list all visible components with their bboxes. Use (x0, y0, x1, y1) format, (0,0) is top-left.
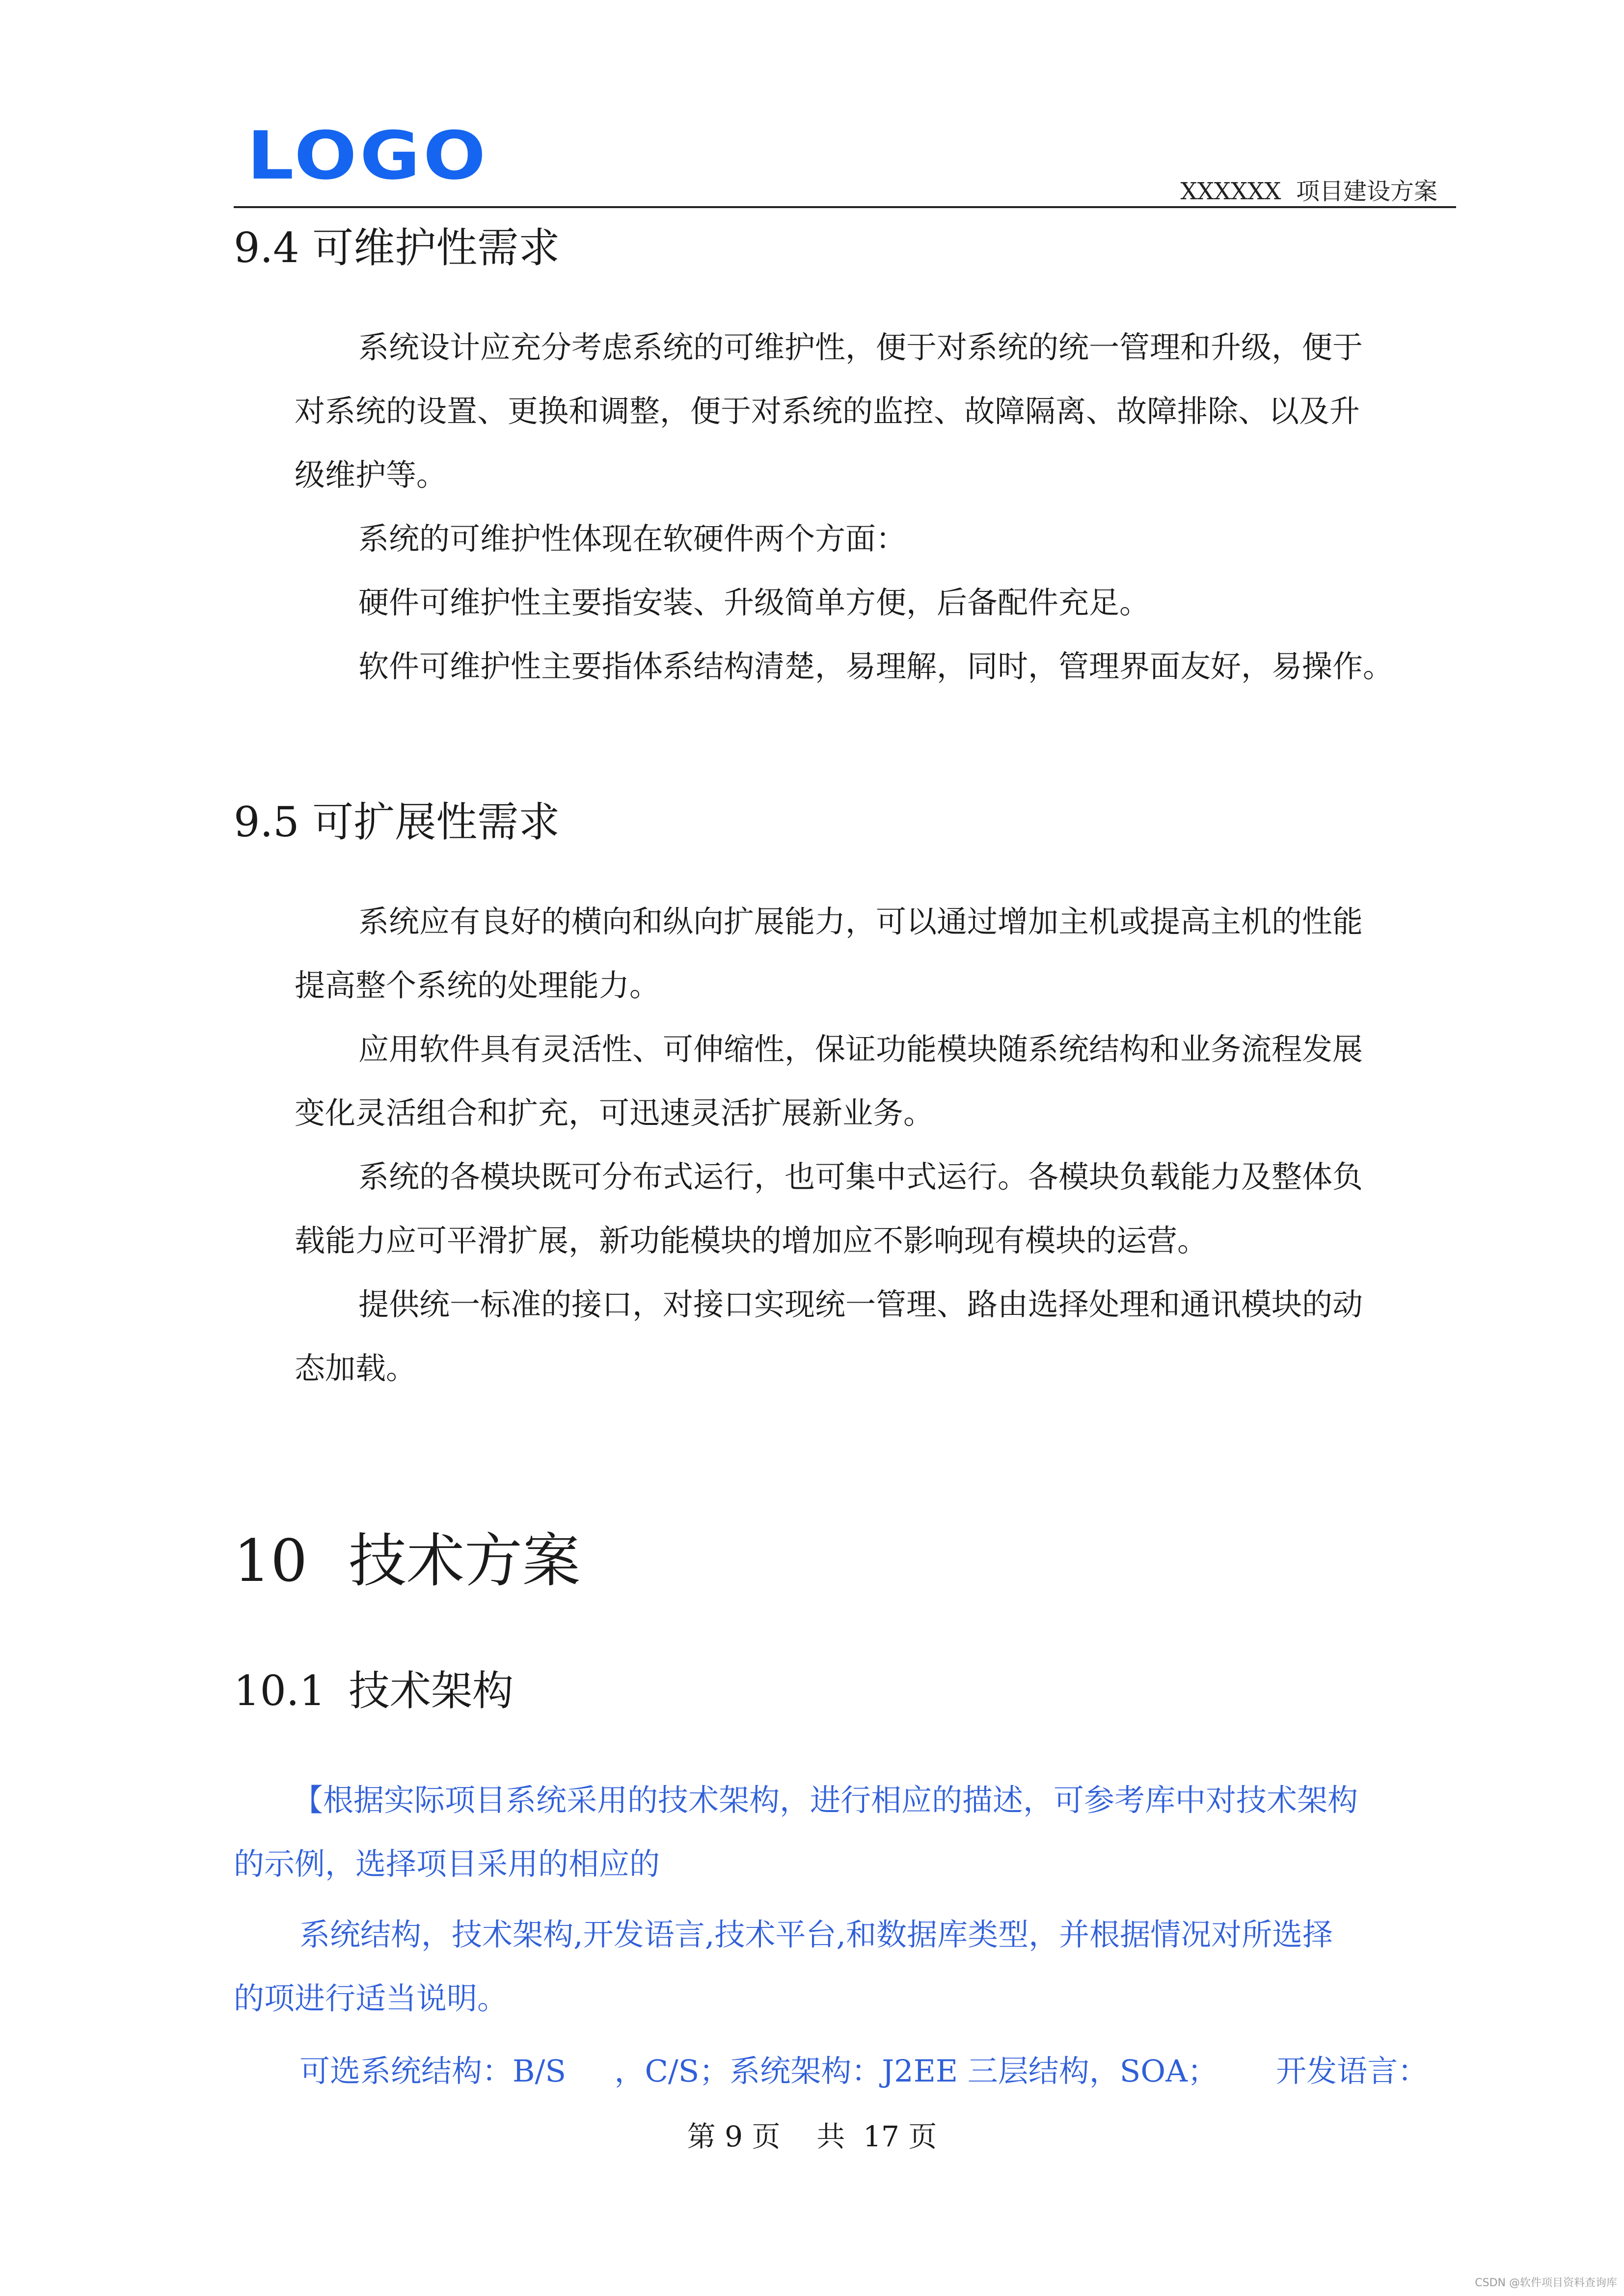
paragraph-line: 系统的各模块既可分布式运行，也可集中式运行。各模块负载能力及整体负 (358, 1159, 1363, 1195)
page-number: 第 9 页 共 17 页 (687, 2120, 937, 2153)
paragraph-line: 提供统一标准的接口，对接口实现统一管理、路由选择处理和通讯模块的动 (358, 1286, 1363, 1322)
note-line: 的项进行适当说明。 (234, 1980, 508, 2016)
paragraph-line: 软件可维护性主要指体系结构清楚，易理解，同时，管理界面友好，易操作。 (358, 648, 1394, 684)
note-line: 【根据实际项目系统采用的技术架构，进行相应的描述，可参考库中对技术架构 (293, 1782, 1358, 1818)
paragraph-line: 系统的可维护性体现在软硬件两个方面： (358, 521, 907, 557)
paragraph-line: 级维护等。 (295, 457, 447, 493)
paragraph-line: 对系统的设置、更换和调整，便于对系统的监控、故障隔离、故障排除、以及升 (295, 393, 1360, 429)
section-10-1-number: 10.1 (234, 1667, 326, 1715)
paragraph-line: 系统应有良好的横向和纵向扩展能力，可以通过增加主机或提高主机的性能 (358, 904, 1363, 939)
note-line: 的示例，选择项目采用的相应的 (234, 1846, 660, 1882)
document-title: XXXXXX 项目建设方案 (1180, 178, 1437, 205)
paragraph-line: 应用软件具有灵活性、可伸缩性，保证功能模块随系统结构和业务流程发展 (358, 1031, 1363, 1067)
chapter-10-title: 技术方案 (349, 1527, 581, 1595)
logo (247, 117, 489, 195)
note-line: 系统结构，技术架构,开发语言,技术平台,和数据库类型，并根据情况对所选择 (299, 1917, 1333, 1952)
paragraph-line: 态加载。 (295, 1350, 417, 1386)
paragraph-line: 系统设计应充分考虑系统的可维护性，便于对系统的统一管理和升级，便于 (358, 329, 1363, 365)
section-10-1-title: 技术架构 (349, 1667, 514, 1715)
paragraph-line: 变化灵活组合和扩充，可迅速灵活扩展新业务。 (295, 1095, 934, 1131)
paragraph-line: 提高整个系统的处理能力。 (295, 967, 660, 1003)
header-divider (234, 206, 1456, 208)
watermark: CSDN @软件项目资料查询库 (1475, 2277, 1617, 2289)
section-9-4-heading: 9.4 可维护性需求 (234, 224, 560, 272)
chapter-10-number: 10 (234, 1527, 308, 1595)
section-9-5-heading: 9.5 可扩展性需求 (234, 798, 560, 846)
logo-text: LOGO (247, 117, 489, 195)
paragraph-line: 载能力应可平滑扩展，新功能模块的增加应不影响现有模块的运营。 (295, 1223, 1208, 1258)
paragraph-line: 硬件可维护性主要指安装、升级简单方便，后备配件充足。 (358, 585, 1150, 620)
note-line: 可选系统结构：B/S ，C/S；系统架构：J2EE 三层结构，SOA； 开发语言： (299, 2053, 1429, 2089)
